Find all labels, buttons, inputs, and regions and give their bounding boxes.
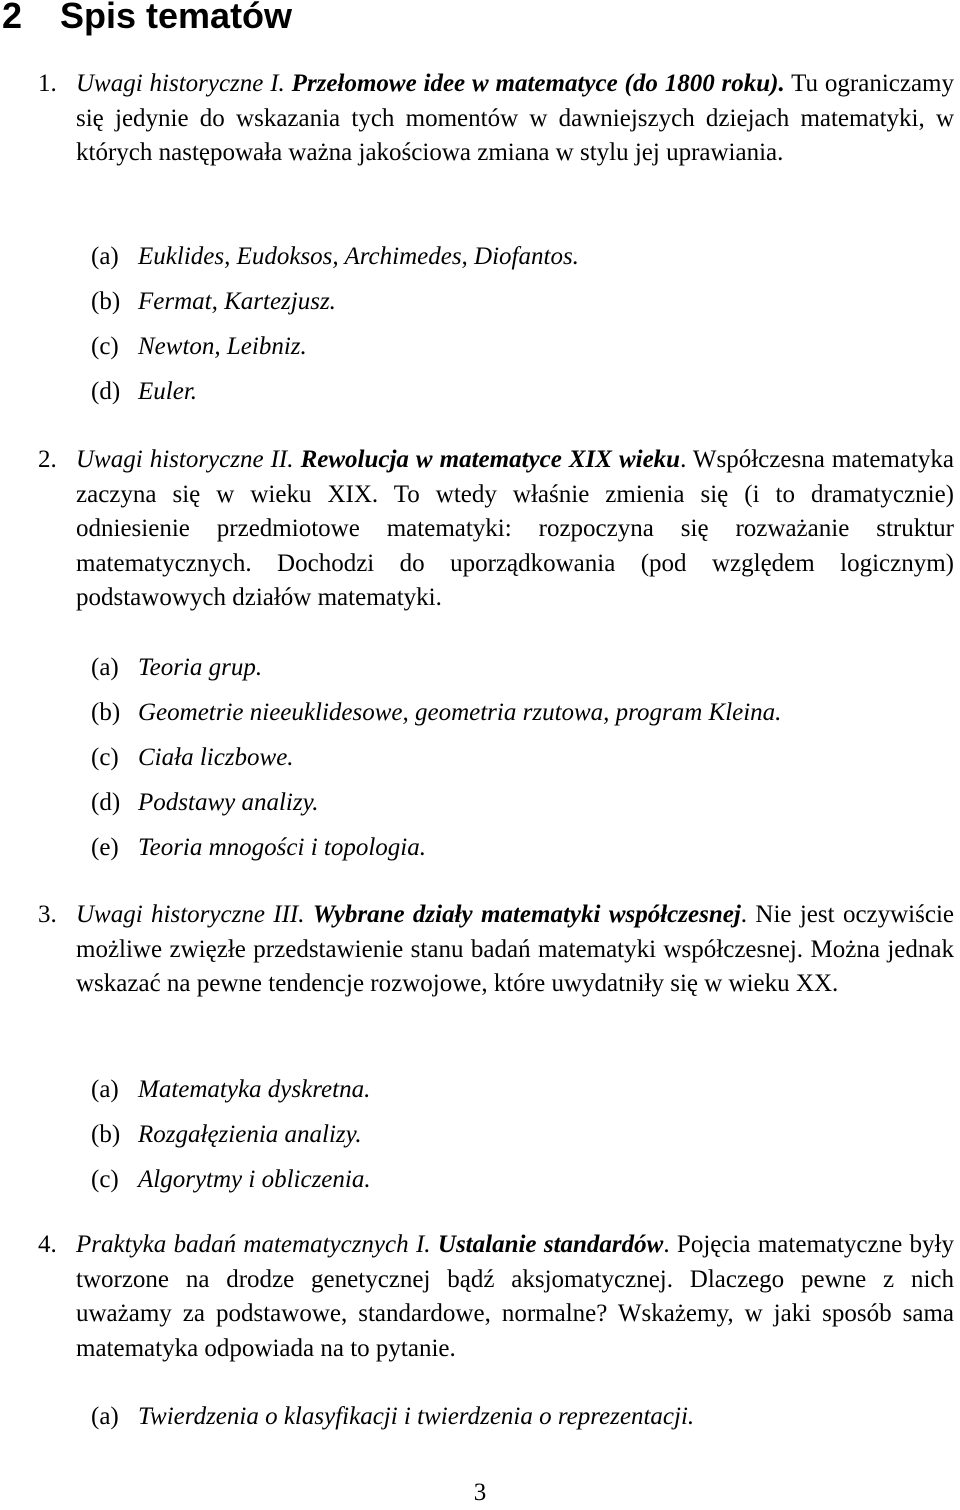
subitem-text: Fermat, Kartezjusz. <box>138 288 336 315</box>
item-lead-bold: Rewolucja w matematyce XIX wieku <box>300 446 681 473</box>
item-lead-bold: Ustalanie standardów <box>437 1231 664 1258</box>
subitem <box>0 240 960 285</box>
item-body <box>76 67 954 171</box>
subitem-text: Ciała liczbowe. <box>138 744 294 771</box>
item-body <box>76 1228 954 1366</box>
item-text: . Nie jest oczywiście możliwe zwięzłe przedstawienie stanu badań matematyki współczesnej. Można jednak wskazać na pewne tendencje rozwojowe, które uwydatniły się w wieku XX. <box>76 901 954 997</box>
subitem-list-1 <box>0 240 960 420</box>
subitem-list-4 <box>0 1400 960 1445</box>
subitem <box>0 786 960 831</box>
subitem <box>0 831 960 876</box>
subitem-label: (b) <box>91 288 121 315</box>
subitem-text: Matematyka dyskretna. <box>138 1076 371 1103</box>
page-number: 3 <box>473 1479 487 1506</box>
subitem-text: Algorytmy i obliczenia. <box>138 1166 371 1193</box>
subitem-text: Teoria grup. <box>138 654 263 681</box>
subitem-label: (a) <box>91 654 119 681</box>
subitem-list-3 <box>0 1073 960 1208</box>
subitem-label: (b) <box>91 1121 121 1148</box>
item-text: Tu ograniczamy się jedynie do wskazania tych momentów w dawniejszych dziejach matematyki, w których następowała ważna jakościowa zmiana w stylu jej uprawiania. <box>76 70 954 166</box>
topic-item-3 <box>0 898 960 1002</box>
item-lead-italic: Uwagi historyczne I. <box>76 70 285 97</box>
subitem <box>0 330 960 375</box>
subitem <box>0 375 960 420</box>
subitem-label: (c) <box>91 1166 119 1193</box>
item-number: 2. <box>38 446 57 473</box>
item-lead-bold: Przełomowe idee w matematyce (do 1800 roku). <box>291 70 785 97</box>
subitem <box>0 741 960 786</box>
subitem-label: (a) <box>91 1076 119 1103</box>
subitem <box>0 1163 960 1208</box>
subitem-list-2 <box>0 651 960 876</box>
item-text: . Pojęcia matematyczne były tworzone na drodze genetycznej bądź aksjomatycznej. Dlaczego pewne z nich uważamy za podstawowe, standardowe, normalne? Wskażemy, w jaki sposób sama matematyka odpowiada na to pytanie. <box>76 1231 955 1362</box>
item-lead-italic: Uwagi historyczne III. <box>76 901 305 928</box>
section-heading <box>2 0 292 38</box>
subitem-label: (b) <box>91 699 121 726</box>
subitem-text: Twierdzenia o klasyfikacji i twierdzenia o reprezentacji. <box>138 1403 695 1430</box>
subitem <box>0 1073 960 1118</box>
item-body <box>76 443 954 616</box>
subitem-text: Euklides, Eudoksos, Archimedes, Diofantos. <box>138 243 579 270</box>
item-lead-bold: Wybrane działy matematyki współczesnej <box>312 901 741 928</box>
item-text: . Współczesna matematyka zaczyna się w wieku XIX. To wtedy właśnie zmienia się (i to dramatycznie) odniesienie przedmiotowe matematyki: rozpoczyna się rozważanie struktur matematycznych. Dochodzi do uporządkowania (pod względem logicznym) podstawowych działów matematyki. <box>76 446 954 611</box>
section-number: 2 <box>2 0 23 36</box>
topic-item-4 <box>0 1228 960 1366</box>
subitem-label: (e) <box>91 834 119 861</box>
topic-item-2 <box>0 443 960 616</box>
section-title: Spis tematów <box>60 0 293 36</box>
subitem-label: (c) <box>91 333 119 360</box>
item-body <box>76 898 954 1002</box>
subitem-label: (a) <box>91 1403 119 1430</box>
item-number: 4. <box>38 1231 57 1258</box>
subitem <box>0 285 960 330</box>
subitem-text: Newton, Leibniz. <box>138 333 307 360</box>
subitem-label: (d) <box>91 378 121 405</box>
subitem <box>0 651 960 696</box>
topic-item-1 <box>0 67 960 171</box>
item-number: 1. <box>38 70 57 97</box>
item-lead-italic: Praktyka badań matematycznych I. <box>76 1231 431 1258</box>
subitem-text: Euler. <box>138 378 198 405</box>
subitem <box>0 1118 960 1163</box>
subitem-label: (c) <box>91 744 119 771</box>
subitem-label: (d) <box>91 789 121 816</box>
subitem-text: Podstawy analizy. <box>138 789 319 816</box>
subitem <box>0 696 960 741</box>
item-lead-italic: Uwagi historyczne II. <box>76 446 294 473</box>
subitem-text: Geometrie nieeuklidesowe, geometria rzutowa, program Kleina. <box>138 699 782 726</box>
subitem-text: Teoria mnogości i topologia. <box>138 834 426 861</box>
subitem <box>0 1400 960 1445</box>
subitem-label: (a) <box>91 243 119 270</box>
subitem-text: Rozgałęzienia analizy. <box>138 1121 362 1148</box>
item-number: 3. <box>38 901 57 928</box>
